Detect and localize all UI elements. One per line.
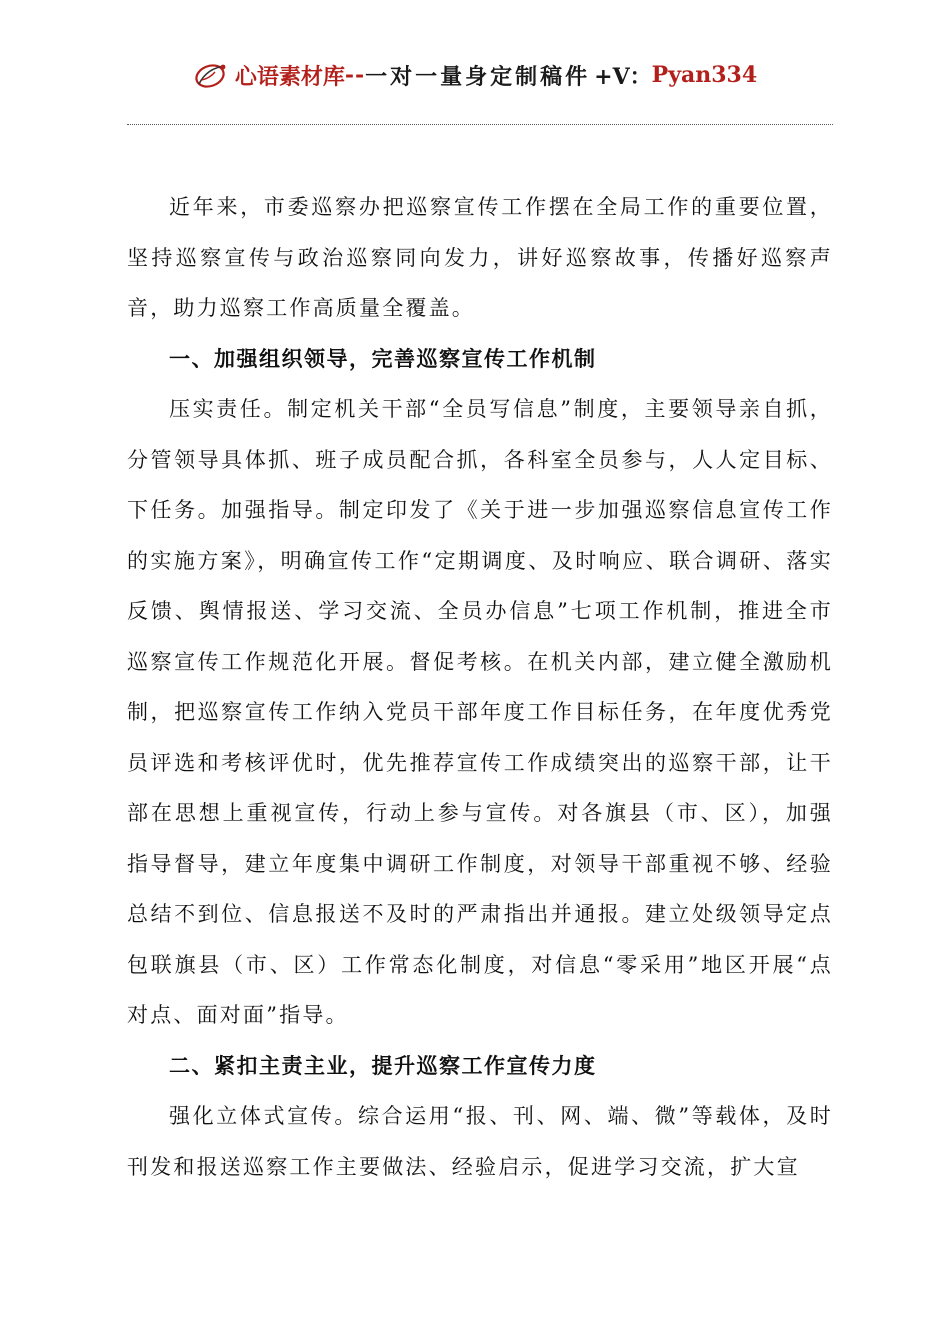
section-1-paragraph: 压实责任。制定机关干部“全员写信息”制度，主要领导亲自抓，分管领导具体抓、班子成员配合抓，各科室全员参与，人人定目标、下任务。加强指导。制定印发了《关于进一步加强巡察信息宣传工作的实施方案》，明确宣传工作“定期调度、及时响应、联合调研、落实反馈、舆情报送、学习交流、全员办信息”七项工作机制，推进全市巡察宣传工作规范化开展。督促考核。在机关内部，建立健全激励机制，把巡察宣传工作纳入党员干部年度工作目标任务，在年度优秀党员评选和考核评优时，优先推荐宣传工作成绩突出的巡察干部，让干部在思想上重视宣传，行动上参与宣传。对各旗县（市、区），加强指导督导，建立年度集中调研工作制度，对领导干部重视不够、经验总结不到位、信息报送不及时的严肃指出并通报。建立处级领导定点包联旗县（市、区）工作常态化制度，对信息“零采用”地区开展“点对点、面对面”指导。 [127, 397, 833, 1027]
header-divider [127, 124, 833, 125]
intro-paragraph: 近年来，市委巡察办把巡察宣传工作摆在全局工作的重要位置，坚持巡察宣传与政治巡察同向发力，讲好巡察故事，传播好巡察声音，助力巡察工作高质量全覆盖。 [127, 195, 833, 320]
brand-logo-icon [193, 58, 233, 92]
document-body [127, 182, 833, 1192]
contact-id: Pyan334 [651, 62, 758, 88]
header-slogan: 一对一量身定制稿件 [365, 63, 591, 90]
header-banner [193, 58, 757, 92]
section-2-heading: 二、紧扣主责主业，提升巡察工作宣传力度 [169, 1053, 597, 1078]
header-separator: -- [344, 62, 366, 88]
section-2-paragraph: 强化立体式宣传。综合运用“报、刊、网、端、微”等载体，及时刊发和报送巡察工作主要做法、经验启示，促进学习交流，扩大宣 [127, 1104, 833, 1179]
contact-prefix: +V： [594, 63, 652, 90]
section-1-heading: 一、加强组织领导，完善巡察宣传工作机制 [169, 346, 597, 371]
brand-name: 心语素材库 [234, 63, 345, 90]
page-header [0, 58, 950, 108]
